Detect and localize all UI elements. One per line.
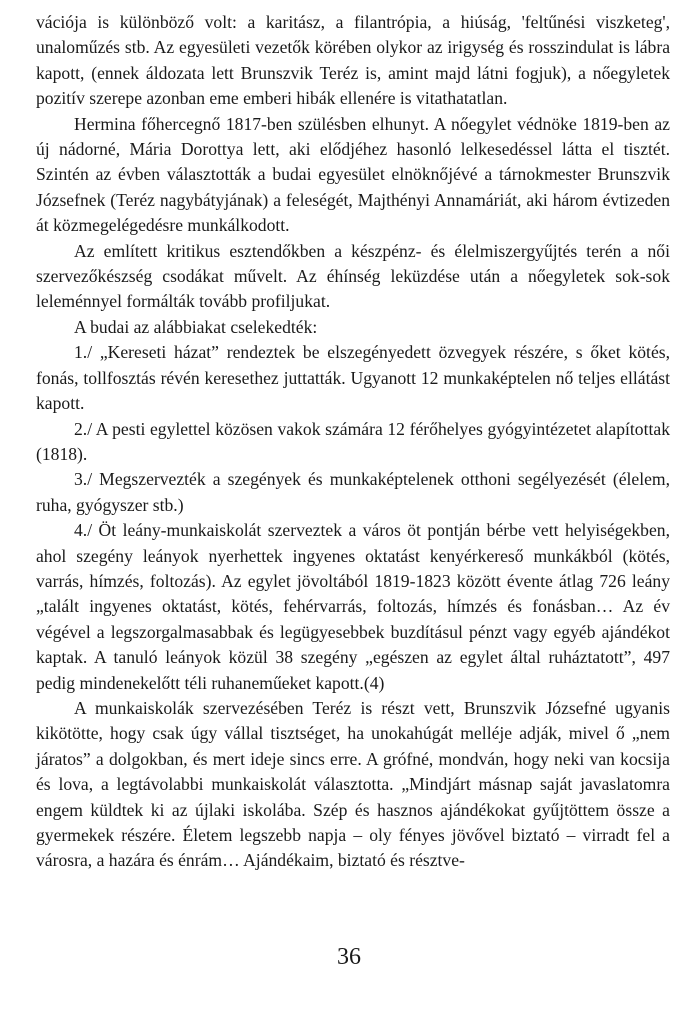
body-text <box>36 10 670 874</box>
paragraph-list-intro: A budai az alábbiakat cselekedték: <box>74 316 318 337</box>
paragraph-critical-years: Az említett kritikus esztendőkben a készpénz- és élelmiszergyűjtés terén a női szervezőkészség csodákat művelt. Az éhínség leküzdése után a nőegyletek sok-sok leleménnyel formálták tovább profiljukat. <box>36 240 670 312</box>
list-item-1: 1./ „Kereseti házat” rendeztek be elszegényedett özvegyek részére, s őket kötés, fonás, tollfosztás révén keresethez juttatták. Ugyanott 12 munkaképtelen nő teljes ellátást kapott. <box>36 342 670 414</box>
paragraph-workschools: A munkaiskolák szervezésében Teréz is részt vett, Brunszvik Józsefné ugyanis kikötötte, hogy csak úgy vállal tisztséget, ha unokahúgát melléje adják, mivel ő „nem járatos” a dolgokban, és mert ideje sincs erre. A grófné, mondván, hogy neki van kocsija és lova, a legtávolabbi munkaiskolát választotta. „Mindjárt másnap saját javaslatomra engem küldtek ki az újlaki iskolába. Szép és hasznos ajándékokat gyűjtöttem össze a gyermekek részére. Életem legszebb napja – oly fényes jövővel biztató – virradt fel a városra, a hazára és énrám… Ajándékaim, biztató és résztve- <box>36 697 670 871</box>
list-item-4: 4./ Öt leány-munkaiskolát szerveztek a város öt pontján bérbe vett helyiségekben, ahol szegény leányok nyerhettek ingyenes oktatást kenyérkereső munkákból (kötés, varrás, hímzés, foltozás). Az egylet jövoltából 1819-1823 között évente átlag 726 leány „talált ingyenes oktatást, kötés, fehérvarrás, foltozás, hímzés és fonásban… Az év végével a legszorgalmasabbak és legügyesebbek buzdításul pénzt vagy egyéb ajándékot kaptak. A tanuló leányok közül 38 szegény „egészen az egylet által ruháztatott”, 497 pedig mindenekelőtt téli ruhaneműeket kapott.(4) <box>36 520 670 693</box>
paragraph-continuation: vációja is különböző volt: a karitász, a filantrópia, a hiúság, 'feltűnési viszketeg', unaloműzés stb. Az egyesületi vezetők körében olykor az irigység és rosszindulat is lábra kapott, (ennek áldozata lett Brunszvik Teréz is, amint majd látni fogjuk), a nőegyletek pozitív szerepe azonban eme emberi hibák ellenére is vitathatatlan. <box>36 12 670 109</box>
list-item-2: 2./ A pesti egylettel közösen vakok számára 12 férőhelyes gyógyintézetet alapítottak (1818). <box>36 418 670 464</box>
page-number: 36 <box>337 944 361 970</box>
list-item-3: 3./ Megszervezték a szegények és munkaképtelenek otthoni segélyezését (élelem, ruha, gyógyszer stb.) <box>36 469 670 515</box>
paragraph-hermina: Hermina főhercegnő 1817-ben szülésben elhunyt. A nőegylet védnöke 1819-ben az új nádorné, Mária Dorottya lett, aki elődjéhez hasonló lelkesedéssel látta el tisztét. Szintén az évben választották a budai egyesület elnöknőjévé a tárnokmester Brunszvik Józsefnek (Teréz nagybátyjának) a feleségét, Majthényi Annamáriát, aki három évtizeden át közmegelégedésre munkálkodott. <box>36 113 670 236</box>
